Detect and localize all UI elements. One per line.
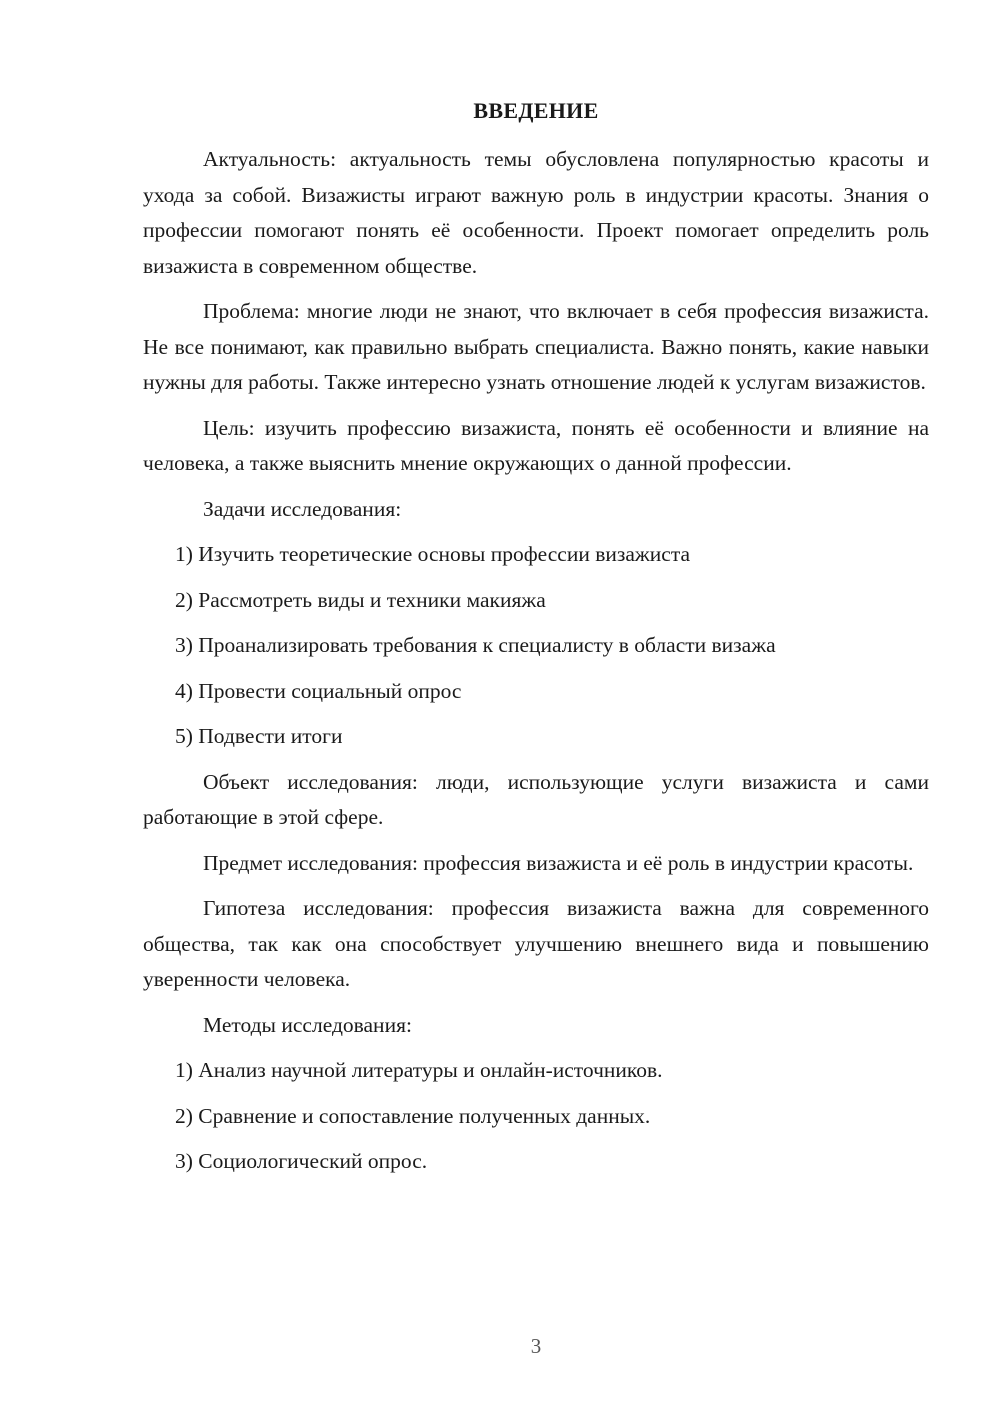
goal-paragraph: Цель: изучить профессию визажиста, понять её особенности и влияние на человека, а также выяснить мнение окружающих о данной профессии. (143, 415, 929, 475)
list-item: 2) Рассмотреть виды и техники макияжа (175, 587, 546, 612)
list-item: 3) Социологический опрос. (175, 1149, 428, 1173)
list-item: 2) Сравнение и сопоставление полученных данных. (175, 1103, 651, 1128)
tasks-list (143, 537, 929, 755)
tasks-heading: Задачи исследования: (203, 496, 402, 521)
problem-paragraph: Проблема: многие люди не знают, что включает в себя профессия визажиста. Не все понимают, как правильно выбрать специалиста. Важно понять, какие навыки нужны для работы. Также интересно узнать отношение людей к услугам визажистов. (143, 299, 929, 394)
hypothesis-paragraph: Гипотеза исследования: профессия визажиста важна для современного общества, так как она способствует улучшению внешнего вида и повышению уверенности человека. (143, 896, 929, 991)
page-number: 3 (530, 1334, 542, 1358)
methods-list (143, 1053, 929, 1180)
list-item: 5) Подвести итоги (175, 724, 343, 748)
relevance-paragraph: Актуальность: актуальность темы обусловлена популярностью красоты и ухода за собой. Визажисты играют важную роль в индустрии красоты. Знания о профессии помогают понять её особенности. Проект помогает определить роль визажиста в современном обществе. (143, 147, 929, 278)
list-item: 1) Анализ научной литературы и онлайн-источников. (175, 1058, 663, 1082)
document-body (143, 142, 929, 1190)
object-paragraph: Объект исследования: люди, использующие услуги визажиста и сами работающие в этой сфере. (143, 769, 929, 829)
methods-heading: Методы исследования: (203, 1012, 412, 1037)
list-item: 1) Изучить теоретические основы профессии визажиста (175, 542, 691, 566)
page-title: ВВЕДЕНИЕ (473, 98, 599, 123)
list-item: 4) Провести социальный опрос (175, 678, 462, 703)
subject-paragraph: Предмет исследования: профессия визажиста и её роль в индустрии красоты. (203, 850, 914, 875)
list-item: 3) Проанализировать требования к специалисту в области визажа (175, 633, 776, 657)
